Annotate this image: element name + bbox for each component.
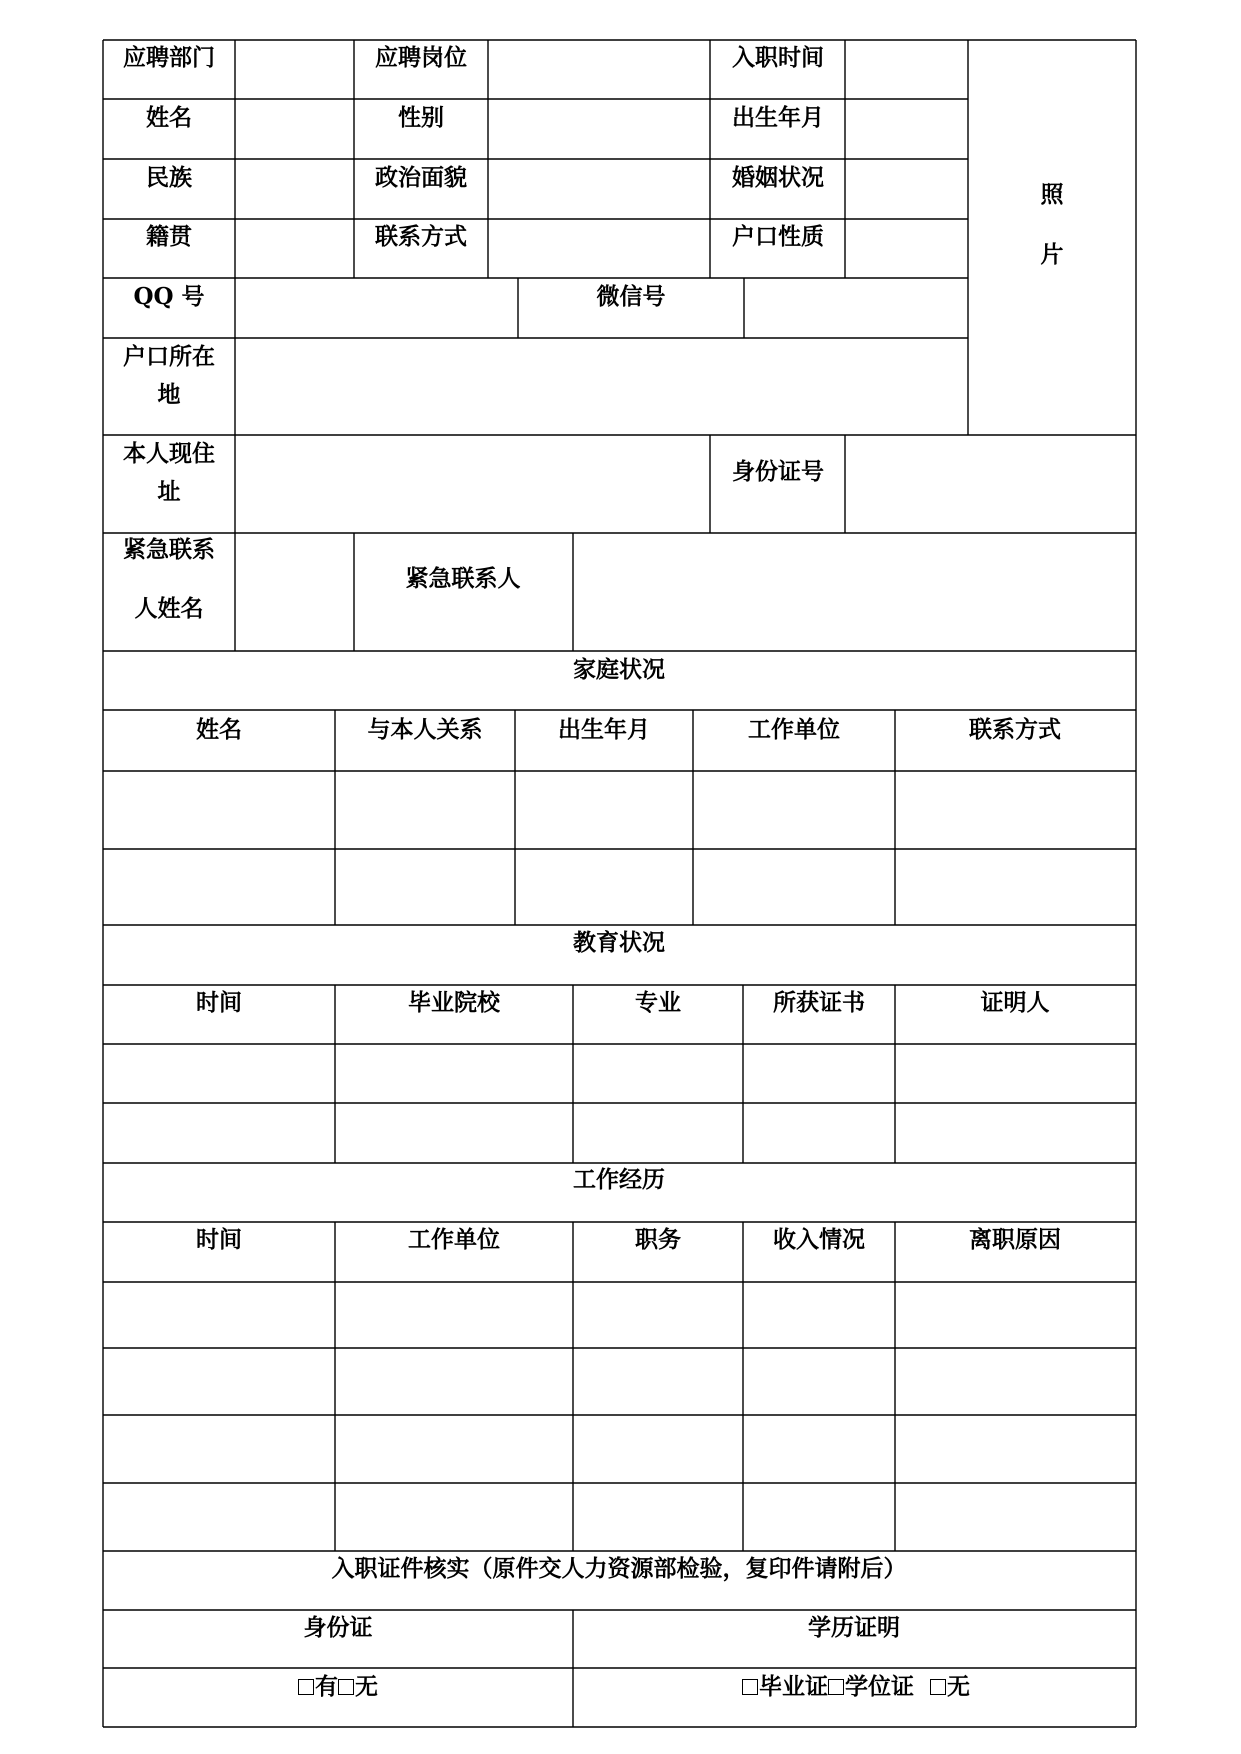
family-header-workplace: 工作单位 (748, 716, 840, 743)
education-header-time: 时间 (196, 989, 242, 1016)
work-section-title: 工作经历 (573, 1166, 665, 1193)
work-header-time: 时间 (196, 1226, 242, 1253)
label-position: 应聘岗位 (375, 44, 467, 71)
label-native-place: 籍贯 (146, 223, 192, 250)
verify-id-card-options (298, 1675, 378, 1698)
label-emergency-person: 紧急联系人 (405, 565, 521, 592)
label-current-address (123, 435, 215, 511)
verify-section-title: 入职证件核实（原件交人力资源部检验，复印件请附后） (331, 1555, 907, 1582)
education-header-major: 专业 (635, 989, 681, 1016)
verify-edu-options (742, 1675, 970, 1698)
label-name: 姓名 (146, 104, 192, 131)
label-hukou-location-line2: 地 (157, 381, 181, 408)
family-header-contact: 联系方式 (969, 716, 1061, 743)
label-current-address-line1: 本人现住 (123, 440, 215, 467)
label-id-number: 身份证号 (732, 458, 824, 485)
checkbox-id-yes[interactable] (298, 1679, 314, 1695)
option-degree-label: 学位证 (845, 1673, 914, 1700)
option-edu-none-label: 无 (947, 1673, 970, 1700)
label-political-status: 政治面貌 (375, 164, 467, 191)
label-hukou-type: 户口性质 (732, 223, 824, 250)
label-hukou-location (123, 338, 215, 414)
work-header-workplace: 工作单位 (408, 1226, 500, 1253)
label-emergency-name-line2: 人姓名 (134, 595, 204, 622)
education-header-certificate: 所获证书 (773, 989, 865, 1016)
label-hukou-location-line1: 户口所在 (123, 343, 215, 370)
checkbox-id-no[interactable] (338, 1679, 354, 1695)
label-marital-status: 婚姻状况 (732, 164, 824, 191)
family-section-title: 家庭状况 (573, 656, 665, 683)
label-ethnicity: 民族 (146, 164, 192, 191)
label-current-address-line2: 址 (157, 478, 181, 505)
photo-label-line2: 片 (1040, 241, 1064, 268)
education-section-title: 教育状况 (573, 929, 665, 956)
option-yes-label: 有 (315, 1673, 338, 1700)
label-gender: 性别 (398, 104, 444, 131)
family-header-name: 姓名 (196, 716, 242, 743)
work-header-income: 收入情况 (773, 1226, 865, 1253)
work-header-position: 职务 (635, 1226, 681, 1253)
label-wechat: 微信号 (596, 283, 666, 310)
checkbox-diploma[interactable] (742, 1679, 758, 1695)
photo-label-line1: 照 (1040, 181, 1064, 208)
label-entry-date: 入职时间 (732, 44, 824, 71)
option-diploma-label: 毕业证 (759, 1673, 828, 1700)
option-no-label: 无 (355, 1673, 378, 1700)
label-contact: 联系方式 (375, 223, 467, 250)
label-qq: QQ 号 (133, 283, 205, 310)
label-dept: 应聘部门 (123, 44, 215, 71)
verify-id-card-label: 身份证 (303, 1614, 373, 1641)
education-header-school: 毕业院校 (408, 989, 500, 1016)
family-header-relation: 与本人关系 (367, 716, 483, 743)
label-birth: 出生年月 (732, 104, 824, 131)
work-header-leave-reason: 离职原因 (969, 1226, 1061, 1253)
education-header-witness: 证明人 (980, 989, 1050, 1016)
label-emergency-name-line1: 紧急联系 (123, 536, 215, 563)
verify-edu-proof-label: 学历证明 (808, 1614, 900, 1641)
checkbox-degree[interactable] (828, 1679, 844, 1695)
family-header-birth: 出生年月 (558, 716, 650, 743)
checkbox-edu-none[interactable] (930, 1679, 946, 1695)
